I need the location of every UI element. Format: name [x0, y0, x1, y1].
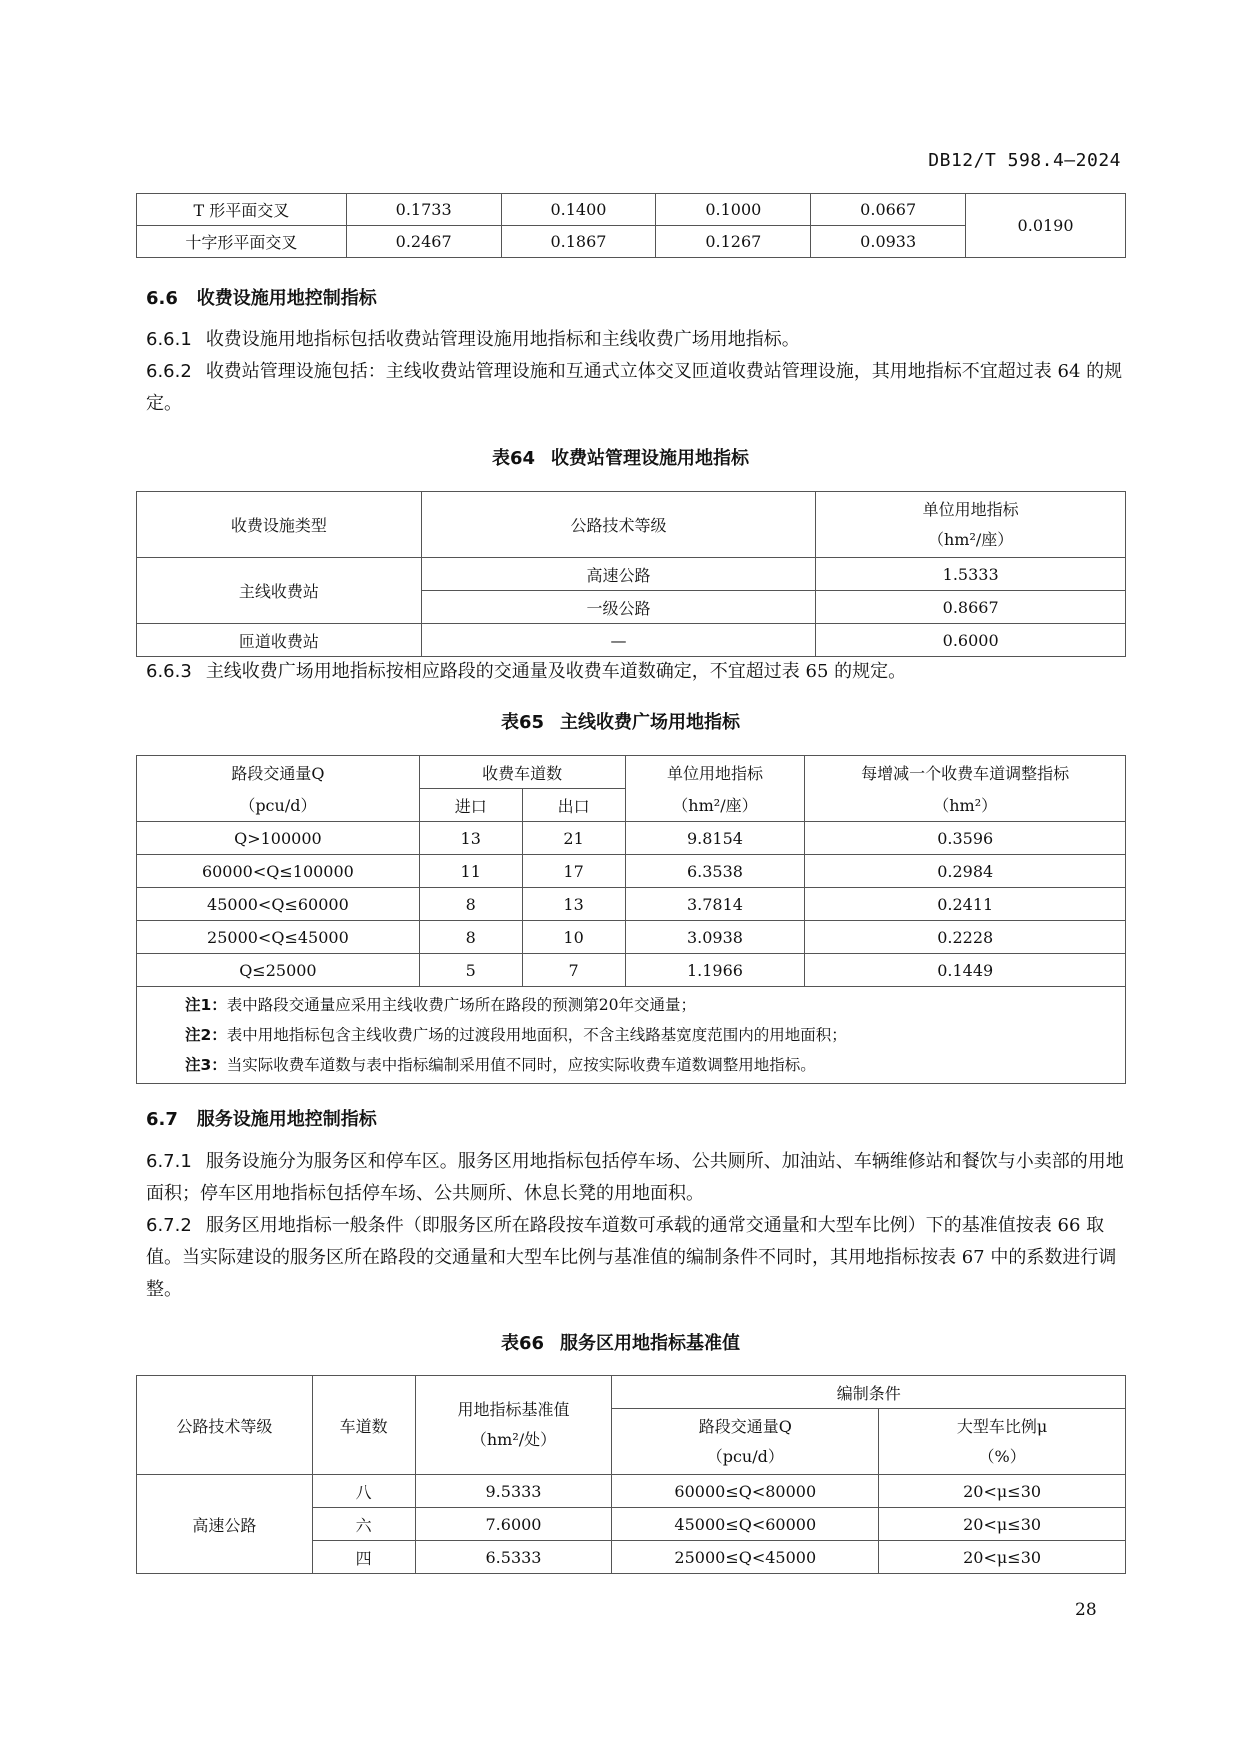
- paragraph-6-6-1: [146, 324, 1126, 356]
- cell: 10: [522, 921, 625, 954]
- cell: 高速公路: [137, 1475, 313, 1574]
- header-cell: 每增减一个收费车道调整指标: [805, 756, 1126, 789]
- cell-merged: 0.0190: [966, 194, 1126, 258]
- cell: 十字形平面交叉: [137, 226, 347, 258]
- header-cell: [415, 1376, 612, 1475]
- cell: 25000≤Q<45000: [612, 1541, 879, 1574]
- clause-number: 6.6.3: [146, 661, 192, 682]
- note-text: 当实际收费车道数与表中指标编制采用值不同时，应按实际收费车道数调整用地指标。: [226, 1056, 816, 1074]
- table64: [136, 491, 1126, 657]
- table-row: [137, 558, 1126, 591]
- clause-number: 6.6.2: [146, 361, 192, 382]
- note-label: 注2：: [185, 1026, 227, 1044]
- header-cell: 单位用地指标: [625, 756, 805, 789]
- cell: 1.5333: [816, 558, 1126, 591]
- cell: 25000<Q≤45000: [137, 921, 420, 954]
- cell: 0.1000: [656, 194, 811, 226]
- table-notes-row: [137, 987, 1126, 1084]
- cell: 高速公路: [421, 558, 816, 591]
- note-2: [185, 1020, 1125, 1050]
- table65-caption: [0, 708, 1241, 734]
- cell: 21: [522, 822, 625, 855]
- table-header-row: [137, 756, 1126, 789]
- cell: 8: [419, 921, 522, 954]
- table66-caption: [0, 1329, 1241, 1355]
- cell: 11: [419, 855, 522, 888]
- cell: 45000≤Q<60000: [612, 1508, 879, 1541]
- document-id: DB12/T 598.4—2024: [928, 150, 1121, 171]
- caption-title: 收费站管理设施用地指标: [551, 448, 750, 469]
- cell: 17: [522, 855, 625, 888]
- header-cell: 出口: [522, 789, 625, 822]
- cell: 0.1267: [656, 226, 811, 258]
- table64-caption: [0, 444, 1241, 470]
- caption-number: 表64: [491, 448, 536, 469]
- note-label: 注3：: [185, 1056, 227, 1074]
- cell: 0.6000: [816, 624, 1126, 657]
- cell: 7.6000: [415, 1508, 612, 1541]
- cell: 一级公路: [421, 591, 816, 624]
- cell: —: [421, 624, 816, 657]
- header-cell: 公路技术等级: [137, 1376, 313, 1475]
- header-cell: 编制条件: [612, 1376, 1126, 1409]
- cell: 13: [522, 888, 625, 921]
- cell: 0.1733: [346, 194, 501, 226]
- clause-number: 6.7.2: [146, 1215, 192, 1236]
- table-row: [137, 855, 1126, 888]
- cell: 45000<Q≤60000: [137, 888, 420, 921]
- cell: 0.2228: [805, 921, 1126, 954]
- table-header-row: [137, 1376, 1126, 1409]
- section-number: 6.7: [146, 1109, 178, 1130]
- table-row: [137, 822, 1126, 855]
- table-row: [137, 921, 1126, 954]
- cell: 0.3596: [805, 822, 1126, 855]
- caption-title: 主线收费广场用地指标: [560, 712, 741, 733]
- header-label: 大型车比例μ: [956, 1416, 1048, 1436]
- header-cell: 公路技术等级: [421, 492, 816, 558]
- note-1: [185, 990, 1125, 1020]
- cell: 八: [312, 1475, 415, 1508]
- cell: 0.2984: [805, 855, 1126, 888]
- cell: 5: [419, 954, 522, 987]
- header-cell: [816, 492, 1126, 558]
- clause-number: 6.6.1: [146, 329, 192, 350]
- table-row: [137, 194, 1126, 226]
- header-cell: （hm²/座）: [625, 789, 805, 822]
- table-header-row: [137, 789, 1126, 822]
- caption-number: 表66: [500, 1333, 545, 1354]
- cell: 0.2467: [346, 226, 501, 258]
- cell: 9.8154: [625, 822, 805, 855]
- clause-text: 收费设施用地指标包括收费站管理设施用地指标和主线收费广场用地指标。: [205, 329, 800, 350]
- paragraph-6-6-3: [146, 656, 1126, 688]
- table-row: [137, 624, 1126, 657]
- section-heading-6-7: [146, 1105, 377, 1131]
- note-text: 表中用地指标包含主线收费广场的过渡段用地面积，不含主线路基宽度范围内的用地面积；: [226, 1026, 847, 1044]
- cell: 20<μ≤30: [879, 1541, 1126, 1574]
- cell: 六: [312, 1508, 415, 1541]
- cell: 0.1867: [501, 226, 656, 258]
- cell: 0.1400: [501, 194, 656, 226]
- table-header-row: [137, 492, 1126, 558]
- cell: 6.3538: [625, 855, 805, 888]
- header-unit: （hm²/处）: [470, 1430, 557, 1449]
- caption-number: 表65: [500, 712, 545, 733]
- cell: 1.1966: [625, 954, 805, 987]
- cell: 20<μ≤30: [879, 1508, 1126, 1541]
- header-cell: 收费车道数: [419, 756, 625, 789]
- caption-title: 服务区用地指标基准值: [560, 1333, 741, 1354]
- cell: 0.2411: [805, 888, 1126, 921]
- cell: Q≤25000: [137, 954, 420, 987]
- cell: 0.0933: [811, 226, 966, 258]
- section-title: 收费设施用地控制指标: [196, 288, 377, 309]
- cell: Q>100000: [137, 822, 420, 855]
- header-cell: 车道数: [312, 1376, 415, 1475]
- cell: 0.0667: [811, 194, 966, 226]
- section-number: 6.6: [146, 288, 178, 309]
- cell: 13: [419, 822, 522, 855]
- header-cell: [612, 1409, 879, 1475]
- header-cell: 路段交通量Q: [137, 756, 420, 789]
- cell: 8: [419, 888, 522, 921]
- table-row: [137, 954, 1126, 987]
- cell: 60000≤Q<80000: [612, 1475, 879, 1508]
- table65: [136, 755, 1126, 1084]
- header-label: 单位用地指标: [922, 499, 1019, 519]
- table-row: [137, 1475, 1126, 1508]
- header-cell: 收费设施类型: [137, 492, 422, 558]
- cell: 主线收费站: [137, 558, 422, 624]
- header-unit: （pcu/d）: [706, 1446, 784, 1466]
- clause-text: 服务设施分为服务区和停车区。服务区用地指标包括停车场、公共厕所、加油站、车辆维修站和餐饮与小卖部的用地面积；停车区用地指标包括停车场、公共厕所、休息长凳的用地面积。: [146, 1151, 1124, 1204]
- cell: 3.7814: [625, 888, 805, 921]
- paragraph-6-7-2: [146, 1210, 1126, 1306]
- section-title: 服务设施用地控制指标: [196, 1109, 377, 1130]
- header-cell: 进口: [419, 789, 522, 822]
- clause-text: 收费站管理设施包括：主线收费站管理设施和互通式立体交叉匝道收费站管理设施，其用地指标不宜超过表 64 的规定。: [146, 361, 1123, 414]
- header-label: 路段交通量Q: [698, 1416, 792, 1436]
- paragraph-6-7-1: [146, 1146, 1126, 1210]
- cell: T 形平面交叉: [137, 194, 347, 226]
- table66: [136, 1375, 1126, 1574]
- section-heading-6-6: [146, 284, 377, 310]
- page-number: 28: [1075, 1600, 1097, 1620]
- cell: 6.5333: [415, 1541, 612, 1574]
- note-label: 注1：: [185, 996, 227, 1014]
- header-cell: （hm²）: [805, 789, 1126, 822]
- clause-number: 6.7.1: [146, 1151, 192, 1172]
- cell: 9.5333: [415, 1475, 612, 1508]
- notes-cell: [137, 987, 1126, 1084]
- paragraph-6-6-2: [146, 356, 1126, 420]
- cell: 0.8667: [816, 591, 1126, 624]
- header-cell: （pcu/d）: [137, 789, 420, 822]
- cell: 匝道收费站: [137, 624, 422, 657]
- clause-text: 主线收费广场用地指标按相应路段的交通量及收费车道数确定，不宜超过表 65 的规定。: [205, 661, 907, 682]
- table-row: [137, 888, 1126, 921]
- cell: 60000<Q≤100000: [137, 855, 420, 888]
- table-prev-continuation: [136, 193, 1126, 258]
- header-label: 用地指标基准值: [457, 1400, 570, 1419]
- note-3: [185, 1050, 1125, 1080]
- cell: 3.0938: [625, 921, 805, 954]
- header-unit: （hm²/座）: [927, 529, 1014, 549]
- clause-text: 服务区用地指标一般条件（即服务区所在路段按车道数可承载的通常交通量和大型车比例）下的基准值按表 66 取值。当实际建设的服务区所在路段的交通量和大型车比例与基准值的编制条件不同时，其用地指标按表 67 中的系数进行调整。: [146, 1215, 1117, 1300]
- cell: 20<μ≤30: [879, 1475, 1126, 1508]
- header-unit: （%）: [978, 1446, 1026, 1466]
- cell: 0.1449: [805, 954, 1126, 987]
- cell: 7: [522, 954, 625, 987]
- note-text: 表中路段交通量应采用主线收费广场所在路段的预测第20年交通量；: [226, 996, 697, 1014]
- cell: 四: [312, 1541, 415, 1574]
- header-cell: [879, 1409, 1126, 1475]
